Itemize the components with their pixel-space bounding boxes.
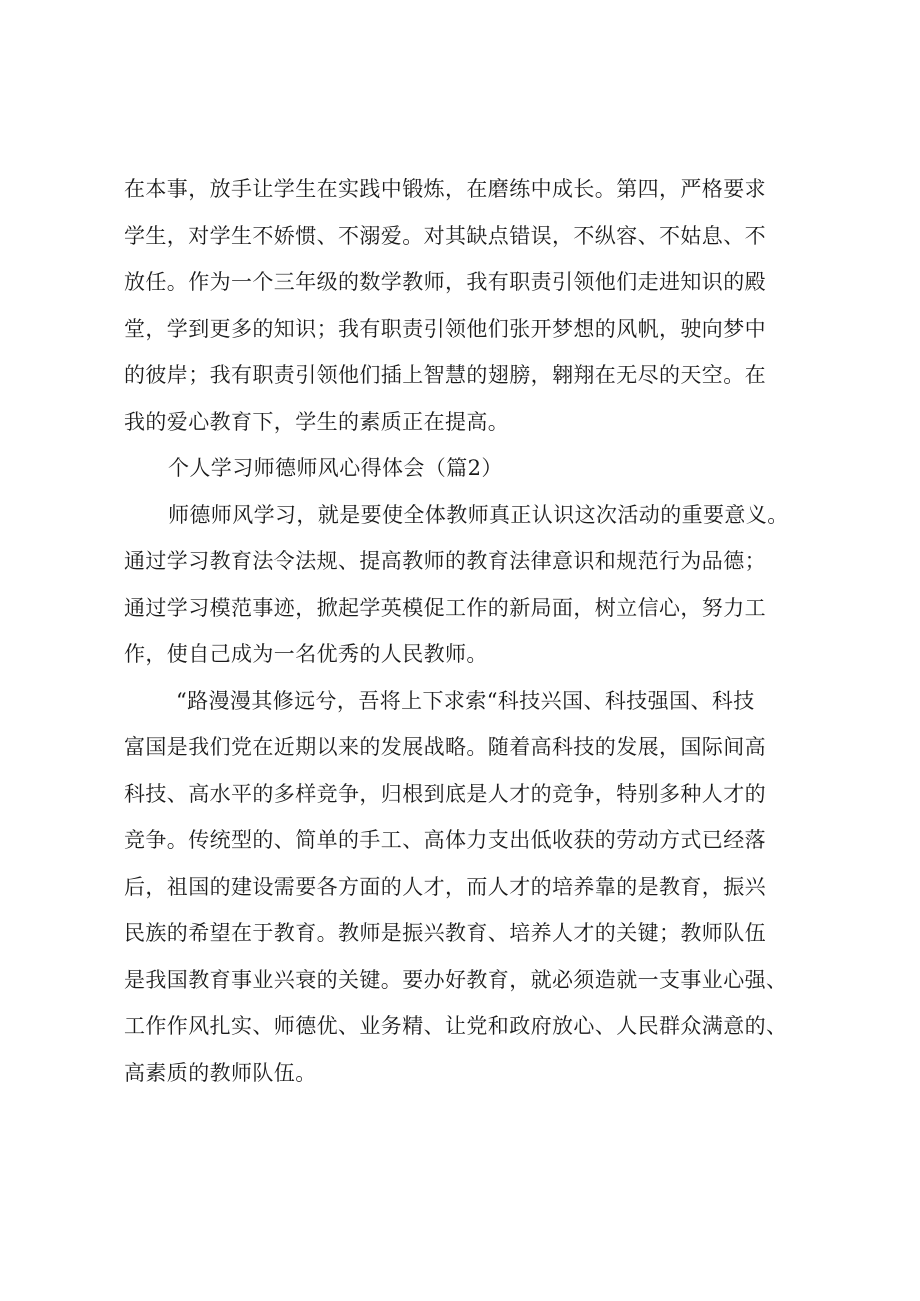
body-line: 师德师风学习，就是要使全体教师真正认识这次活动的重要意义。 — [168, 502, 789, 527]
body-line: 后，祖国的建设需要各方面的人才，而人才的培养靠的是教育，振兴 — [124, 874, 766, 899]
body-line: 竞争。传统型的、简单的手工、高体力支出低收获的劳动方式已经落 — [124, 828, 766, 852]
body-line: 高素质的教师队伍。 — [124, 1060, 317, 1085]
body-line: 是我国教育事业兴衰的关键。要办好教育，就必须造就一支事业心强、 — [124, 967, 788, 992]
body-line: “路漫漫其修远兮，吾将上下求索“科技兴国、科技强国、科技 — [176, 688, 755, 713]
body-line: 堂，学到更多的知识；我有职责引领他们张开梦想的风帆，驶向梦中 — [124, 316, 766, 341]
body-line: 学生，对学生不娇惯、不溺爱。对其缺点错误，不纵容、不姑息、不 — [124, 223, 766, 248]
body-line: 的彼岸；我有职责引领他们插上智慧的翅膀，翱翔在无尽的天空。在 — [124, 363, 766, 387]
section-heading: 个人学习师德师风心得体会（篇2） — [168, 456, 503, 480]
body-line: 富国是我们党在近期以来的发展战略。随着高科技的发展，国际间高 — [124, 735, 766, 759]
body-line: 工作作风扎实、师德优、业务精、让党和政府放心、人民群众满意的、 — [124, 1014, 788, 1038]
body-line: 民族的希望在于教育。教师是振兴教育、培养人才的关键；教师队伍 — [124, 921, 766, 945]
body-line: 科技、高水平的多样竞争，归根到底是人才的竞争，特别多种人才的 — [124, 781, 766, 806]
document-body — [124, 166, 836, 1096]
body-line: 通过学习教育法令法规、提高教师的教育法律意识和规范行为品德； — [124, 549, 766, 573]
body-line: 我的爱心教育下，学生的素质正在提高。 — [124, 409, 510, 434]
body-line: 在本事，放手让学生在实践中锻炼，在磨练中成长。第四，严格要求 — [124, 177, 766, 201]
body-line: 放任。作为一个三年级的数学教师，我有职责引领他们走进知识的殿 — [124, 270, 766, 294]
body-line: 通过学习模范事迹，掀起学英模促工作的新局面，树立信心，努力工 — [124, 595, 766, 620]
body-line: 作，使自己成为一名优秀的人民教师。 — [124, 642, 488, 666]
